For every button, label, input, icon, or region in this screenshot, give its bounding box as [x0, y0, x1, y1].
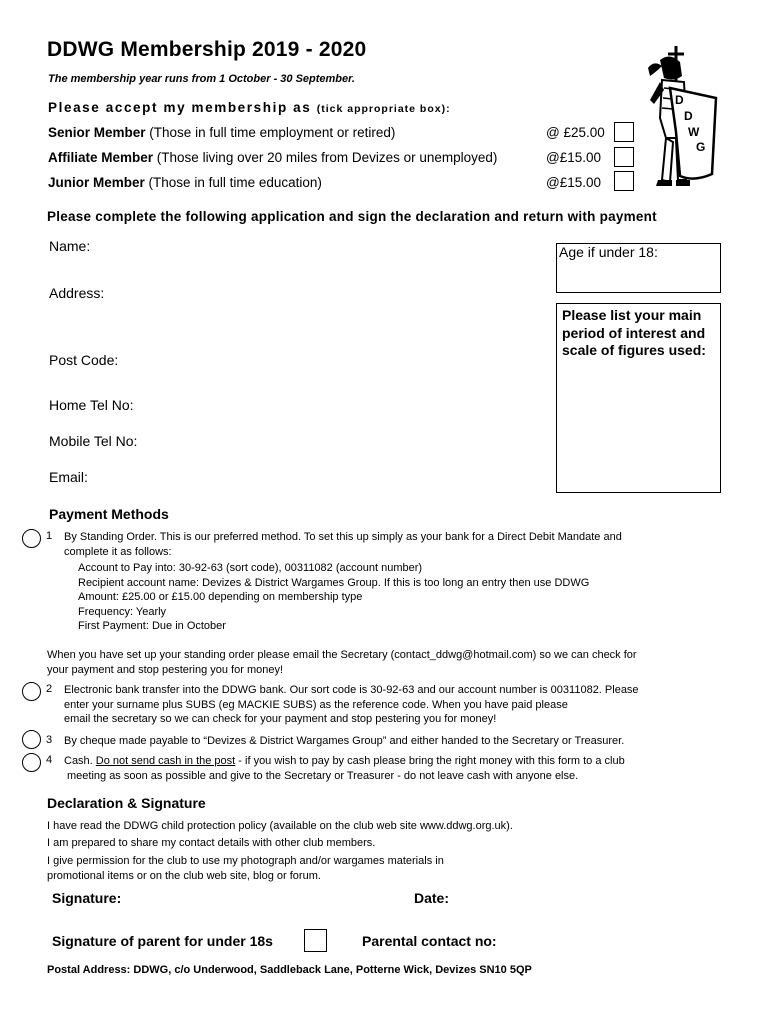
declaration-heading: Declaration & Signature: [47, 795, 206, 811]
payment-option-3-radio[interactable]: [22, 730, 41, 749]
address-field[interactable]: Address:: [49, 285, 105, 301]
payment-heading: Payment Methods: [49, 506, 169, 522]
parent-signature-field[interactable]: Signature of parent for under 18s: [52, 933, 273, 949]
text-line: By Standing Order. This is our preferred method. To set this up simply as your bank for a Direct Debit Mandate and: [64, 531, 622, 543]
logo-letter-d2: D: [684, 109, 693, 123]
cash-prefix: Cash.: [64, 755, 96, 767]
text-line: Electronic bank transfer into the DDWG bank. Our sort code is 30-92-63 and our account number is 00311082. Please: [64, 684, 639, 696]
page-title: DDWG Membership 2019 - 2020: [47, 38, 367, 61]
date-field[interactable]: Date:: [414, 890, 450, 906]
payment-number: 1: [46, 530, 53, 542]
declaration-line: I am prepared to share my contact details with other club members.: [47, 837, 376, 849]
postal-address: Postal Address: DDWG, c/o Underwood, Saddleback Lane, Potterne Wick, Devizes SN10 5QP: [47, 964, 532, 976]
parent-contact-field[interactable]: Parental contact no:: [362, 933, 497, 949]
cash-warning: Do not send cash in the post: [95, 755, 236, 767]
accept-main: Please accept my membership as: [48, 100, 312, 115]
membership-choice-heading: [48, 100, 451, 115]
membership-price: @£15.00: [546, 175, 601, 190]
text-line: enter your surname plus SUBS (eg MACKIE SUBS) as the reference code. When you have paid please: [64, 698, 568, 711]
signature-field[interactable]: Signature:: [52, 890, 122, 906]
payment-option-3-text: By cheque made payable to “Devizes & District Wargames Group” and either handed to the Secretary or Treasurer.: [64, 735, 625, 747]
interest-box[interactable]: [556, 303, 721, 493]
age-label: Age if under 18:: [559, 244, 658, 260]
cash-rest: - if you wish to pay by cash please bring the right money with this form to a club: [235, 755, 625, 767]
junior-checkbox[interactable]: [614, 171, 634, 191]
membership-name: Senior Member: [48, 125, 146, 140]
membership-price: @ £25.00: [546, 125, 605, 140]
text-line: [64, 754, 625, 769]
application-instruction: Please complete the following application and sign the declaration and return with payment: [47, 209, 657, 224]
membership-price: @£15.00: [546, 150, 601, 165]
membership-desc: (Those in full time employment or retired): [149, 125, 396, 140]
text-line: your payment and stop pestering you for money!: [47, 663, 284, 676]
membership-desc: (Those living over 20 miles from Devizes or unemployed): [156, 150, 498, 165]
text-line: meeting as soon as possible and give to the Secretary or Treasurer - do not leave cash with anyone else.: [67, 769, 579, 782]
text-line: email the secretary so we can check for your payment and stop pestering you for money!: [64, 713, 497, 725]
payment-option-4-radio[interactable]: [22, 753, 41, 772]
interest-label: Please list your main period of interest and scale of figures used:: [562, 307, 706, 358]
logo-letter-g: G: [696, 140, 706, 154]
payment-option-2-radio[interactable]: [22, 682, 41, 701]
payment-option-1-text: [64, 530, 622, 559]
text-line: When you have set up your standing order please email the Secretary (contact_ddwg@hotmail.com) so we can check for: [47, 649, 637, 661]
payment-number: 2: [46, 683, 53, 695]
text-line: I give permission for the club to use my photograph and/or wargames materials in: [47, 855, 444, 867]
name-field[interactable]: Name:: [49, 238, 91, 254]
payment-option-4-text: [64, 754, 625, 783]
detail-line: Amount: £25.00 or £15.00 depending on membership type: [78, 591, 363, 603]
membership-year-note: The membership year runs from 1 October - 30 September.: [48, 73, 355, 85]
logo-letter-w: W: [688, 125, 700, 139]
declaration-text: [47, 854, 444, 883]
payment-option-2-text: [64, 683, 639, 727]
detail-line: Recipient account name: Devizes & District Wargames Group. If this is too long an entry then use DDWG: [78, 576, 590, 589]
detail-line: Frequency: Yearly: [78, 605, 167, 618]
membership-desc: (Those in full time education): [148, 175, 322, 190]
home-tel-field[interactable]: Home Tel No:: [49, 397, 134, 413]
payment-option-1-radio[interactable]: [22, 529, 41, 548]
knight-shield-icon: [640, 42, 722, 192]
payment-number: 4: [46, 754, 53, 766]
mobile-tel-field[interactable]: Mobile Tel No:: [49, 433, 138, 449]
detail-line: Account to Pay into: 30-92-63 (sort code), 00311082 (account number): [78, 562, 423, 574]
standing-order-details: [78, 561, 589, 634]
declaration-line: I have read the DDWG child protection policy (available on the club web site www.ddwg.org.uk).: [47, 820, 513, 832]
membership-name: Junior Member: [48, 175, 145, 190]
membership-name: Affiliate Member: [48, 150, 154, 165]
senior-checkbox[interactable]: [614, 122, 634, 142]
membership-junior: [48, 175, 322, 190]
accept-note: (tick appropriate box):: [316, 103, 451, 115]
age-box[interactable]: [556, 243, 721, 293]
affiliate-checkbox[interactable]: [614, 147, 634, 167]
membership-affiliate: [48, 150, 497, 165]
text-line: promotional items or on the club web site, blog or forum.: [47, 869, 321, 882]
detail-line: First Payment: Due in October: [78, 620, 226, 632]
payment-number: 3: [46, 734, 53, 746]
email-field[interactable]: Email:: [49, 469, 88, 485]
ddwg-knight-logo: [640, 42, 722, 192]
standing-order-followup: [47, 648, 637, 677]
logo-letter-d1: D: [675, 93, 684, 107]
postcode-field[interactable]: Post Code:: [49, 352, 119, 368]
parent-checkbox[interactable]: [304, 929, 327, 952]
text-line: complete it as follows:: [64, 545, 172, 558]
membership-senior: [48, 125, 395, 140]
